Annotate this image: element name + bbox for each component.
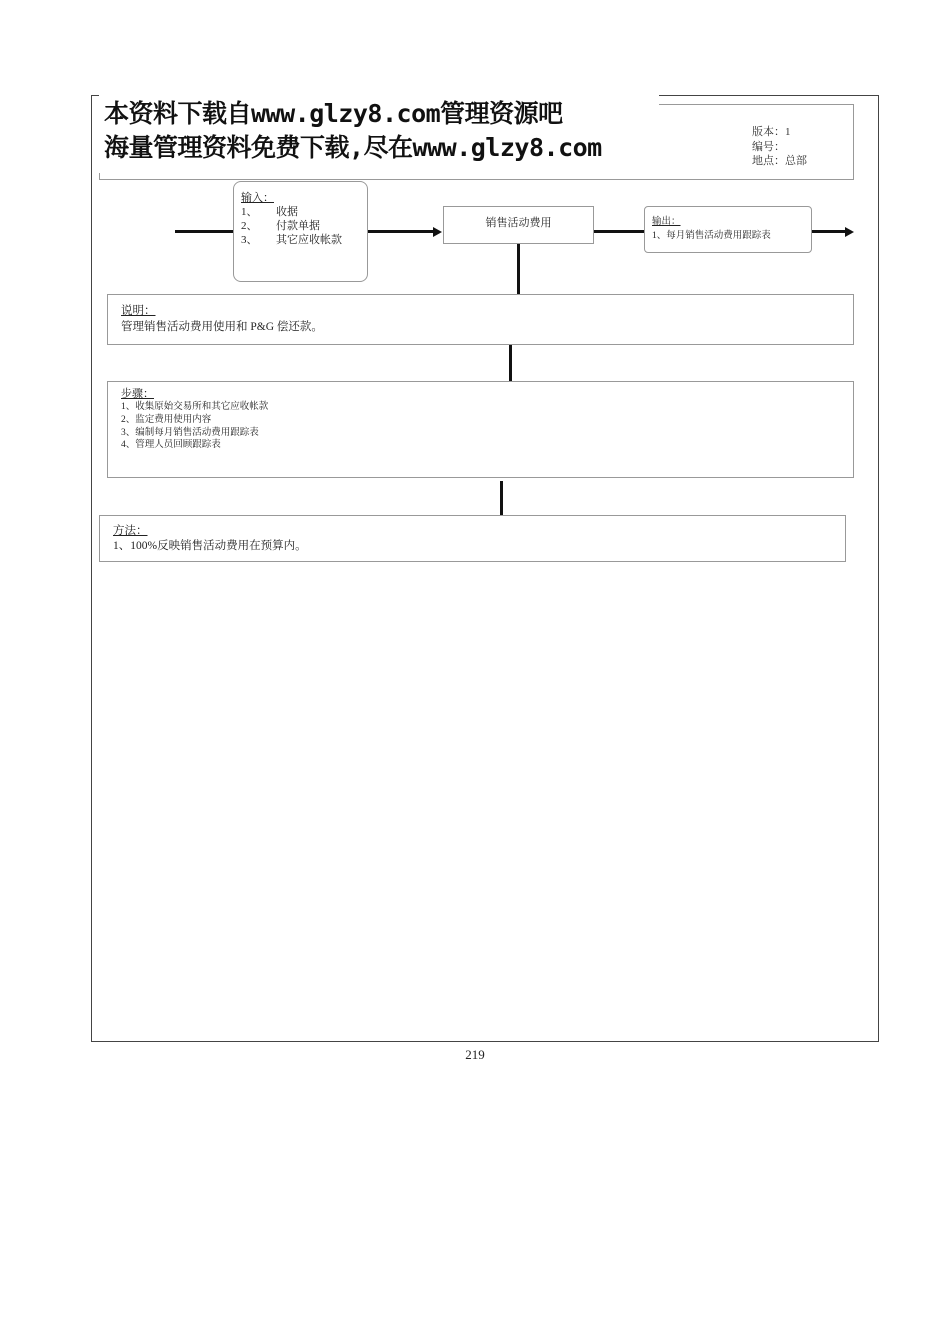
activity-box: [443, 206, 594, 244]
output-box: [644, 206, 812, 253]
input-item-text: 付款单据: [276, 220, 320, 232]
input-item-number: 3、: [241, 234, 258, 246]
banner-line-1: 本资料下载自www.glzy8.com管理资源吧: [104, 99, 563, 128]
output-arrowhead: [845, 227, 854, 237]
output-arrow-line: [812, 230, 846, 233]
input-to-activity-arrowhead: [433, 227, 442, 237]
method-title: 方法：: [113, 525, 148, 537]
input-item: [241, 233, 367, 247]
input-item: [241, 219, 367, 233]
input-item: [241, 205, 367, 219]
steps-title: 步骤：: [121, 388, 154, 400]
banner-line-2: 海量管理资料免费下载,尽在www.glzy8.com: [104, 133, 602, 162]
description-title: 说明：: [121, 305, 156, 317]
input-item-number: 2、: [241, 220, 258, 232]
version-label: 版本：1: [752, 126, 791, 138]
input-item-number: 1、: [241, 206, 258, 218]
output-item: 1、每月销售活动费用跟踪表: [652, 231, 771, 241]
input-to-activity-line: [368, 230, 433, 233]
description-to-steps-line: [509, 345, 512, 381]
step-item: 1、收集原始交易所和其它应收帐款: [121, 402, 269, 412]
input-title: 输入：: [241, 192, 274, 204]
step-item: 4、管理人员回顾跟踪表: [121, 440, 221, 451]
method-box: [99, 515, 846, 562]
step-item: 2、监定费用使用内容: [121, 414, 212, 425]
step-item: 3、编制每月销售活动费用跟踪表: [121, 427, 259, 438]
steps-box: [107, 381, 854, 478]
activity-to-output-line: [594, 230, 644, 233]
activity-label: 销售活动费用: [485, 217, 552, 229]
document-meta: [752, 125, 807, 169]
description-text: 管理销售活动费用使用和 P&G 偿还款。: [121, 321, 323, 333]
download-banner: [99, 95, 659, 173]
output-title: 输出：: [652, 217, 681, 227]
page-number: 219: [465, 1047, 485, 1062]
input-arrow-line: [175, 230, 233, 233]
code-label: 编号：: [752, 140, 785, 153]
input-item-text: 其它应收帐款: [276, 234, 342, 246]
location-label: 地点：总部: [752, 155, 807, 167]
input-item-text: 收据: [276, 206, 298, 218]
description-box: [107, 294, 854, 345]
input-box: [233, 181, 368, 282]
steps-to-method-line: [500, 481, 503, 515]
activity-to-description-line: [517, 244, 520, 294]
method-item: 1、100%反映销售活动费用在预算内。: [113, 540, 307, 552]
